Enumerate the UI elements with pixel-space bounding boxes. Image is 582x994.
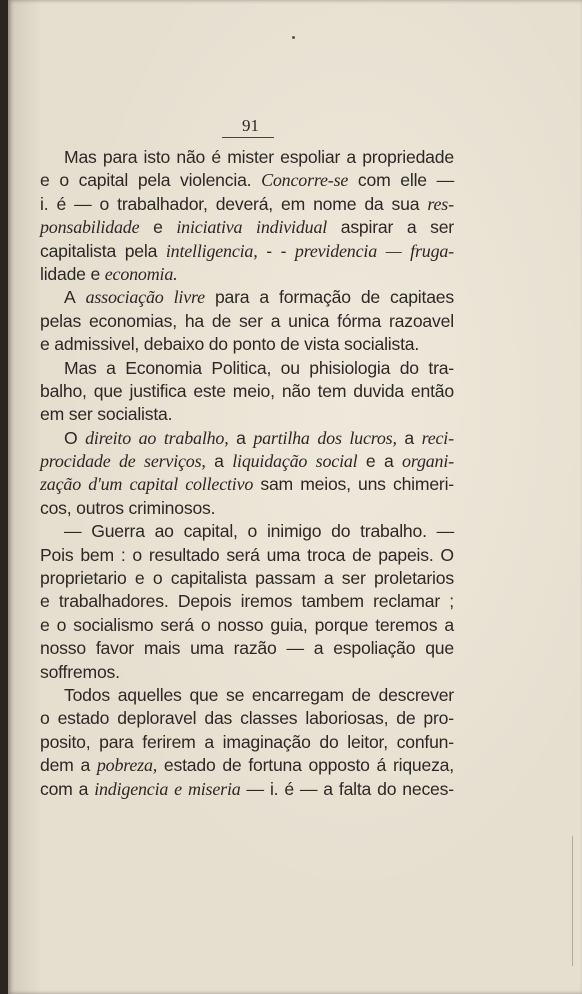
word: ao (138, 427, 157, 448)
word: O (440, 544, 454, 565)
word: se (225, 684, 245, 705)
word: pela (137, 170, 171, 191)
word: sam (260, 474, 294, 495)
word: a (214, 451, 224, 472)
word: individual (256, 217, 328, 238)
word: deploravel (117, 708, 197, 729)
word: soffremos. (40, 661, 120, 682)
word: espoliação (333, 638, 416, 659)
word: - (266, 240, 272, 261)
word: procidade (40, 451, 111, 472)
word: miseria (187, 778, 241, 799)
word: então (410, 380, 454, 401)
word: guia, (270, 614, 308, 635)
word: o (200, 614, 211, 635)
text-line (40, 146, 454, 169)
word: o (247, 521, 258, 542)
word: reci- (421, 427, 454, 448)
word: a (270, 310, 281, 331)
word: debaixo (143, 334, 209, 355)
word: proprietario (40, 568, 127, 589)
word: aquelles (117, 684, 182, 705)
text-line (40, 216, 454, 239)
word: ser (238, 310, 263, 331)
word: a (346, 147, 356, 167)
word: violencia. (180, 170, 252, 191)
text-line (40, 357, 454, 380)
word: partilha (253, 427, 310, 448)
word: — (246, 778, 264, 799)
word: dos (317, 427, 342, 448)
text-line (40, 403, 454, 426)
word: o (99, 193, 110, 214)
word: cos, (40, 497, 77, 518)
word: a (383, 451, 394, 472)
text-line (40, 637, 454, 660)
word: a (404, 427, 414, 448)
word: capitaes (390, 287, 454, 308)
text-line (40, 310, 454, 333)
word: proletarios (373, 568, 454, 589)
word: com (357, 170, 391, 191)
word: neces- (402, 778, 454, 799)
word: duvida (353, 380, 404, 401)
word: — (299, 778, 318, 799)
word: a (78, 778, 89, 799)
text-line (40, 497, 454, 520)
word: para (214, 287, 250, 308)
word: direito (85, 427, 132, 448)
word: sua (391, 193, 420, 214)
word: e (40, 591, 50, 612)
word: outros (76, 497, 129, 518)
word: imaginação (222, 731, 311, 752)
text-line (40, 263, 454, 286)
word: a (236, 427, 246, 448)
word: trabalhador, (117, 193, 208, 214)
text-line (40, 520, 454, 543)
word: propriedade (362, 147, 454, 167)
word: — (436, 521, 454, 542)
word: - (280, 240, 287, 261)
word: é (284, 778, 294, 799)
word: de (396, 708, 416, 729)
word: unica (288, 310, 330, 331)
word: capital (129, 474, 179, 495)
word: mister (227, 147, 274, 167)
text-line (40, 778, 454, 801)
word: a (259, 287, 270, 308)
word: e (174, 778, 182, 799)
word: pro- (423, 708, 454, 729)
word: Mas (64, 357, 97, 378)
page-number-rule (222, 137, 274, 138)
word: meio, (232, 380, 275, 401)
word: de (352, 544, 372, 565)
word: fórma (337, 310, 382, 331)
word: laboriosas, (305, 708, 389, 729)
word: passam (255, 568, 316, 589)
word: Concorre-se (261, 170, 349, 191)
word: para (99, 731, 134, 752)
word: ponsabilidade (40, 217, 140, 238)
word: razoavel (389, 310, 454, 331)
word: Depois (177, 591, 232, 612)
word: em (281, 193, 306, 214)
word: capitalista (40, 240, 117, 261)
word: nosso (40, 638, 86, 659)
text-line (40, 473, 454, 496)
text-line (40, 661, 454, 684)
word: trabalhadores. (58, 591, 169, 612)
word: — (286, 638, 304, 659)
word: trabalho, (163, 427, 229, 448)
word: opposto (308, 755, 370, 776)
word: formação (279, 287, 351, 308)
word: descrever (378, 684, 454, 705)
word: a (204, 731, 214, 752)
word: capital (78, 170, 129, 191)
word: em (40, 404, 69, 425)
word: meios, (300, 474, 351, 495)
word: dem (40, 755, 74, 776)
word: fruga- (410, 240, 454, 261)
body-text (40, 146, 454, 801)
word: bem (80, 544, 114, 565)
word: riqueza, (392, 755, 454, 776)
text-line (40, 380, 454, 403)
word: criminosos. (128, 497, 216, 518)
word: lucros, (349, 427, 397, 448)
word: chimeri- (392, 474, 454, 495)
word: justifica (129, 380, 187, 401)
word: razão (233, 638, 277, 659)
word: e (134, 568, 145, 589)
word: estado (57, 708, 110, 729)
word: do (377, 778, 397, 799)
word: á (376, 755, 387, 776)
word: pelas (40, 310, 82, 331)
text-line (40, 286, 454, 309)
word: o (152, 568, 163, 589)
word: é (56, 193, 67, 214)
word: para (102, 147, 138, 167)
word: A (64, 287, 76, 308)
word: de (211, 310, 232, 331)
word: uma (266, 544, 301, 565)
word: este (193, 380, 226, 401)
word: iremos (240, 591, 293, 612)
text-line (40, 333, 454, 356)
word: o (59, 170, 69, 191)
word: — (385, 240, 402, 261)
word: papeis. (378, 544, 434, 565)
word: e (365, 451, 376, 472)
text-line (40, 450, 454, 473)
word: encarregam (251, 684, 344, 705)
text-line (40, 707, 454, 730)
word: espoliar (280, 147, 341, 167)
word: balho, (40, 380, 87, 401)
word: iniciativa (176, 217, 243, 238)
word: a (106, 357, 116, 378)
word: ser (68, 404, 98, 425)
word: que (425, 638, 454, 659)
word: liquidação (232, 451, 308, 472)
word: de (360, 287, 380, 308)
word: Todos (64, 684, 110, 705)
word: de (222, 755, 242, 776)
page-number: 91 (242, 116, 259, 135)
text-line (40, 567, 454, 590)
word: confun- (396, 731, 454, 752)
word: e (40, 334, 55, 355)
word: res- (427, 193, 454, 214)
word: Mas (64, 147, 97, 167)
word: Pois (40, 544, 74, 565)
word: ponto (232, 334, 281, 355)
word: zação (40, 474, 81, 495)
word: indigencia (94, 778, 169, 799)
word: social (315, 451, 358, 472)
word: uns (358, 474, 386, 495)
word: lidade (40, 263, 91, 284)
word: nome (313, 193, 357, 214)
word: socialista. (97, 404, 173, 425)
word: o (56, 614, 67, 635)
word: ha (184, 310, 204, 331)
word: leitor, (347, 731, 388, 752)
word: com (40, 778, 73, 799)
word: trabalho. (360, 521, 427, 542)
text-line (40, 731, 454, 754)
word: teremos (375, 614, 438, 635)
word: fortuna (248, 755, 302, 776)
word: inimigo (266, 521, 322, 542)
word: a (406, 217, 417, 238)
word: das (204, 708, 233, 729)
text-line (40, 169, 454, 192)
word: capital, (183, 521, 238, 542)
word: uma (190, 638, 224, 659)
word: economia. (104, 263, 178, 284)
word: capitalista (170, 568, 247, 589)
page-edge-shadow (572, 836, 579, 966)
word: nosso (217, 614, 264, 635)
word: ou (280, 357, 300, 378)
word: deverá, (215, 193, 273, 214)
word: porque (314, 614, 369, 635)
word: estado (163, 755, 216, 776)
word: a (323, 778, 333, 799)
word: classes (240, 708, 298, 729)
word: do (399, 357, 419, 378)
word: phisiologia (309, 357, 391, 378)
word: d'um (88, 474, 123, 495)
word: a (323, 568, 334, 589)
word: do (331, 521, 351, 542)
word: que (93, 380, 123, 401)
text-line (40, 684, 454, 707)
word: i. (40, 193, 49, 214)
word: O (64, 427, 78, 448)
word: ser (430, 217, 454, 238)
word: não (176, 147, 206, 167)
word: pobreza, (96, 755, 158, 776)
word: admissivel, (54, 334, 144, 355)
text-line (40, 614, 454, 637)
word: pela (124, 240, 158, 261)
word: Economia (125, 357, 202, 378)
word: resultado (148, 544, 220, 565)
word: reclamar (373, 591, 440, 612)
word: e (153, 217, 163, 238)
word: tra- (428, 357, 454, 378)
word: livre (173, 287, 205, 308)
word: Guerra (91, 521, 145, 542)
word: a (80, 755, 91, 776)
word: serviços, (144, 451, 206, 472)
word: economias, (88, 310, 177, 331)
word: que (189, 684, 219, 705)
word: socialismo (73, 614, 154, 635)
word: de (280, 334, 305, 355)
text-line (40, 193, 454, 216)
word: favor (95, 638, 134, 659)
word: collectivo (185, 474, 254, 495)
word: não (281, 380, 311, 401)
word: ; (449, 591, 454, 612)
word: isto (143, 147, 171, 167)
word: mais (143, 638, 181, 659)
word: o (132, 544, 142, 565)
word: — (64, 521, 82, 542)
word: e (90, 263, 105, 284)
word: troca (307, 544, 346, 565)
ink-speck (292, 36, 295, 39)
word: é (211, 147, 221, 167)
word: e (40, 614, 50, 635)
text-line (40, 544, 454, 567)
word: intelligencia, (165, 240, 258, 261)
word: do (319, 731, 339, 752)
word: de (118, 451, 136, 472)
word: — (74, 193, 92, 214)
word: organi- (402, 451, 454, 472)
word: será (226, 544, 260, 565)
word: posito, (40, 731, 91, 752)
book-spine (0, 0, 8, 994)
word: associação (85, 287, 164, 308)
word: Politica, (211, 357, 272, 378)
text-line (40, 427, 454, 450)
word: aspirar (340, 217, 394, 238)
word: da (364, 193, 384, 214)
word: e (40, 170, 50, 191)
word: vista (304, 334, 345, 355)
word: ao (154, 521, 174, 542)
word: socialista. (344, 334, 420, 355)
word: : (120, 544, 126, 565)
word: ferirem (142, 731, 196, 752)
word: elle (400, 170, 427, 191)
word: tem (317, 380, 347, 401)
word: tambem (301, 591, 364, 612)
word: falta (338, 778, 372, 799)
word: i. (269, 778, 279, 799)
text-line (40, 240, 454, 263)
text-line (40, 754, 454, 777)
word: o (40, 708, 50, 729)
text-line (40, 590, 454, 613)
word: previdencia (294, 240, 378, 261)
word: será (160, 614, 194, 635)
word: — (436, 170, 454, 191)
word: a (313, 638, 324, 659)
word: a (444, 614, 454, 635)
word: de (351, 684, 371, 705)
word: ser (341, 568, 366, 589)
word: do (208, 334, 233, 355)
